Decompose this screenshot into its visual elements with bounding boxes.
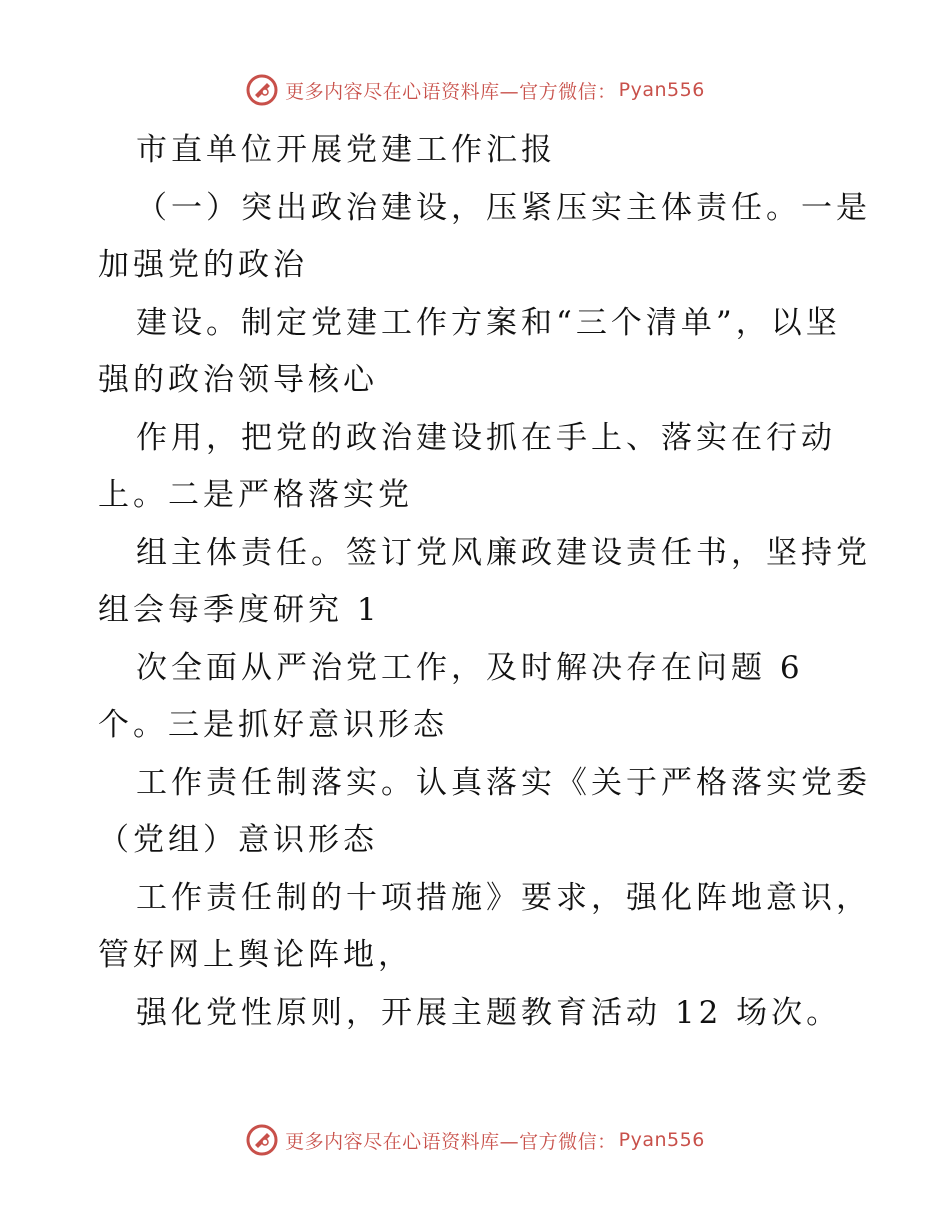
text-line: 工作责任制的十项措施》要求，强化阵地意识， xyxy=(136,879,871,916)
footer-watermark xyxy=(0,1120,950,1160)
text-line: 个。三是抓好意识形态 xyxy=(98,707,448,743)
document-body xyxy=(98,122,871,1042)
logo-icon xyxy=(245,1123,279,1157)
document-title: 市直单位开展党建工作汇报 xyxy=(136,132,556,168)
text-line: 作用，把党的政治建设抓在手上、落实在行动 xyxy=(136,419,836,456)
text-line: 组会每季度研究 1 xyxy=(98,592,381,628)
text-line: 上。二是严格落实党 xyxy=(98,477,413,513)
text-line: 管好网上舆论阵地， xyxy=(98,937,413,973)
text-line: 次全面从严治党工作，及时解决存在问题 6 xyxy=(136,649,804,686)
text-line: （党组）意识形态 xyxy=(98,822,378,858)
text-line: 建设。制定党建工作方案和“三个清单”，以坚 xyxy=(136,304,841,341)
text-line: 强化党性原则，开展主题教育活动 12 场次。 xyxy=(136,994,842,1031)
text-line: 强的政治领导核心 xyxy=(98,362,378,398)
text-line: 工作责任制落实。认真落实《关于严格落实党委 xyxy=(136,764,871,801)
watermark-wechat-id: Pyan556 xyxy=(618,1129,705,1151)
watermark-wechat-id: Pyan556 xyxy=(618,79,705,101)
logo-icon xyxy=(245,73,279,107)
watermark-text: 更多内容尽在心语资料库—官方微信： xyxy=(285,1130,617,1153)
text-line: 组主体责任。签订党风廉政建设责任书，坚持党 xyxy=(136,534,871,571)
header-watermark xyxy=(0,70,950,110)
text-line: （一）突出政治建设，压紧压实主体责任。一是 xyxy=(136,189,871,226)
watermark-text: 更多内容尽在心语资料库—官方微信： xyxy=(285,80,617,103)
text-line: 加强党的政治 xyxy=(98,247,308,283)
